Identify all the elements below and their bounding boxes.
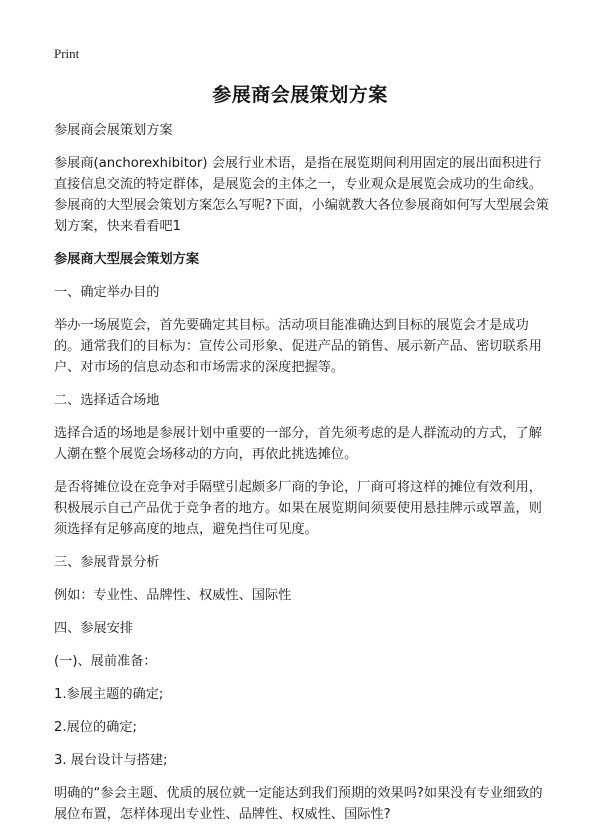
paragraph-booth-design: 明确的“参会主题、优质的展位就一定能达到我们预期的效果吗?如果没有专业细致的展位布置，怎样体现出专业性、品牌性、权威性、国际性? [54, 786, 543, 822]
list-item: 3. 展台设计与搭建; [54, 753, 168, 768]
heading-arrangement: 四、参展安排 [54, 621, 134, 636]
list-item: 2.展位的确定; [54, 720, 137, 735]
intro-paragraph: 参展商(anchorexhibitor) 会展行业术语，是指在展览期间利用固定的展出面积进行直接信息交流的特定群体，是展览会的主体之一，专业观众是展览会成功的生命线。参展商的大型展会策划方案怎么写呢?下面，小编就教大各位参展商如何写大型展会策划方案，快来看看吧1 [54, 156, 549, 234]
subheading-preparation: (一)、展前准备： [54, 654, 157, 669]
print-label: Print [54, 46, 80, 61]
document-subtitle: 参展商会展策划方案 [54, 123, 173, 138]
section-heading: 参展商大型展会策划方案 [54, 252, 200, 267]
heading-background: 三、参展背景分析 [54, 555, 160, 570]
list-item: 1.参展主题的确定; [54, 687, 164, 702]
page-title: 参展商会展策划方案 [212, 84, 388, 106]
paragraph-booth: 是否将摊位设在竞争对手隔壁引起颇多厂商的争论，厂商可将这样的摊位有效利用，积极展示自己产品优于竞争者的地方。如果在展览期间须要使用悬挂牌示或罩盖，则须选择有足够高度的地点，避免挡住可见度。 [54, 480, 542, 537]
heading-venue: 二、选择适合场地 [54, 393, 160, 408]
paragraph-venue: 选择合适的场地是参展计划中重要的一部分，首先须考虑的是人群流动的方式，了解人潮在整个展览会场移动的方向，再依此挑选摊位。 [54, 426, 542, 462]
paragraph-purpose: 举办一场展览会，首先要确定其目标。活动项目能准确达到目标的展览会才是成功的。通常我们的目标为：宣传公司形象、促进产品的销售、展示新产品、密切联系用户、对市场的信息动态和市场需求的深度把握等。 [54, 318, 542, 375]
document-body [54, 120, 552, 837]
paragraph-background: 例如：专业性、品牌性、权威性、国际性 [54, 588, 292, 603]
heading-purpose: 一、确定举办目的 [54, 285, 160, 300]
